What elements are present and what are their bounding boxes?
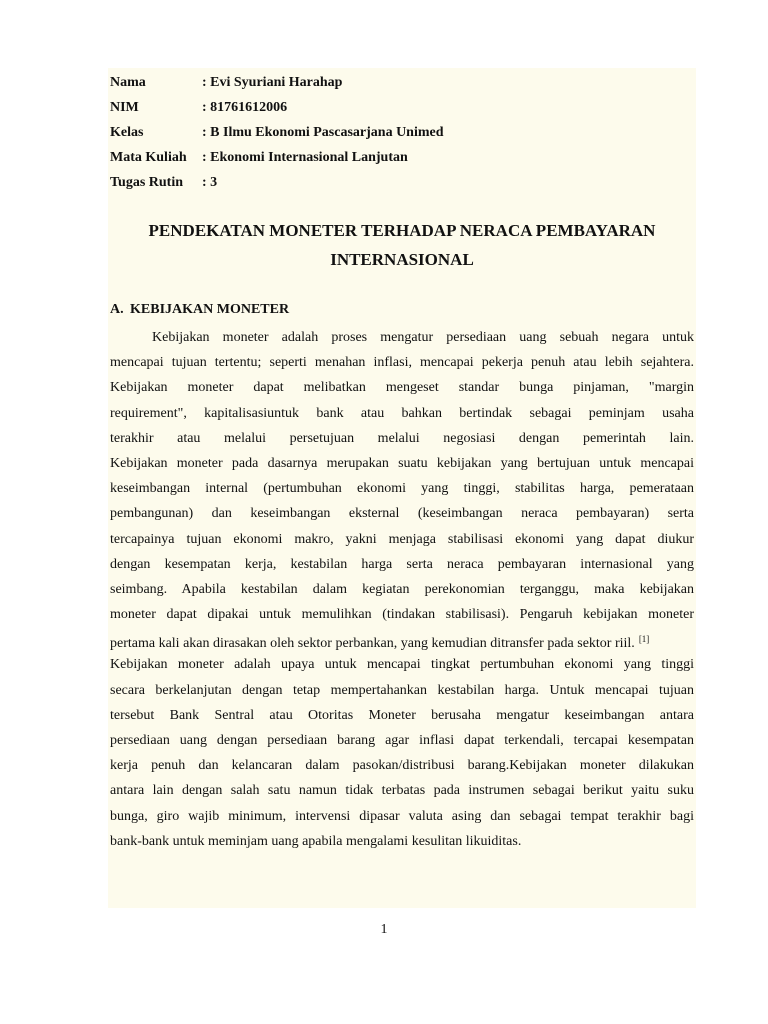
info-row-tugas-rutin xyxy=(110,170,670,195)
body-line: secara berkelanjutan dengan tetap mempertahankan kestabilan harga. Untuk mencapai tujuan xyxy=(110,682,694,698)
document-page xyxy=(108,68,696,908)
section-number: A. xyxy=(110,302,124,317)
body-line: Kebijakan moneter adalah proses mengatur persediaan uang sebuah negara untuk xyxy=(152,330,694,345)
info-label: NIM xyxy=(110,99,139,115)
body-paragraph xyxy=(110,325,694,854)
body-line: tersebut Bank Sentral atau Otoritas Moneter berusaha mengatur keseimbangan antara xyxy=(110,707,694,723)
body-line: mencapai tujuan tertentu; seperti menahan inflasi, mencapai pekerja penuh atau lebih sejahtera. xyxy=(110,355,694,371)
page-number: 1 xyxy=(380,922,388,937)
student-info-table xyxy=(110,70,670,195)
body-line: tercapainya tujuan ekonomi makro, yakni menjaga stabilisasi ekonomi yang dapat diukur xyxy=(110,531,694,547)
document-title xyxy=(108,216,696,274)
body-line: antara lain dengan salah satu namun tidak terbatas pada instrumen sebagai berikut yaitu suku xyxy=(110,783,694,799)
body-line: pembangunan) dan keseimbangan eksternal (keseimbangan neraca pembayaran) serta xyxy=(110,506,694,522)
title-line-1: PENDEKATAN MONETER TERHADAP NERACA PEMBAYARAN xyxy=(148,221,656,240)
section-title: KEBIJAKAN MONETER xyxy=(130,302,290,317)
body-line: bank-bank untuk meminjam uang apabila mengalami kesulitan likuiditas. xyxy=(110,833,522,849)
info-row-kelas xyxy=(110,120,670,145)
body-line: terakhir atau melalui persetujuan melalui negosiasi dengan pemerintah lain. xyxy=(110,430,694,446)
info-label: Mata Kuliah xyxy=(110,149,187,165)
body-line: seimbang. Apabila kestabilan dalam kegiatan perekonomian terganggu, maka kebijakan xyxy=(110,581,694,597)
body-line-text: pertama kali akan dirasakan oleh sektor perbankan, yang kemudian ditransfer pada sektor riil. xyxy=(110,636,635,652)
body-line: requirement", kapitalisasiuntuk bank atau bahkan bertindak sebagai peminjam usaha xyxy=(110,405,694,421)
body-line: Kebijakan moneter dapat melibatkan mengeset standar bunga pinjaman, "margin xyxy=(110,380,694,396)
info-row-nim xyxy=(110,95,670,120)
body-line: bunga, giro wajib minimum, intervensi dipasar valuta asing dan sebagai tempat terakhir bagi xyxy=(110,808,694,824)
body-line-with-footnote xyxy=(110,627,694,652)
body-line: Kebijakan moneter adalah upaya untuk mencapai tingkat pertumbuhan ekonomi yang tinggi xyxy=(110,657,694,673)
info-value: : B Ilmu Ekonomi Pascasarjana Unimed xyxy=(202,124,444,140)
info-value: : 81761612006 xyxy=(202,99,288,115)
body-line: Kebijakan moneter pada dasarnya merupakan suatu kebijakan yang bertujuan untuk mencapai xyxy=(110,455,694,471)
info-label: Nama xyxy=(110,74,146,90)
info-row-nama xyxy=(110,70,670,95)
section-heading xyxy=(110,300,289,320)
info-value: : 3 xyxy=(202,174,218,190)
body-line: kerja penuh dan kelancaran dalam pasokan/distribusi barang.Kebijakan moneter dilakukan xyxy=(110,758,694,774)
body-line: moneter dapat dipakai untuk memulihkan (tindakan stabilisasi). Pengaruh kebijakan moneter xyxy=(110,607,694,623)
footnote-reference[interactable]: [1] xyxy=(638,634,650,645)
info-label: Tugas Rutin xyxy=(110,174,184,190)
body-line: keseimbangan internal (pertumbuhan ekonomi yang tinggi, stabilitas harga, pemerataan xyxy=(110,481,694,497)
info-row-mata-kuliah xyxy=(110,145,670,170)
info-value: : Evi Syuriani Harahap xyxy=(202,74,343,90)
info-label: Kelas xyxy=(110,124,144,140)
body-line: dengan kesempatan kerja, kestabilan harga serta neraca pembayaran internasional yang xyxy=(110,556,694,572)
body-line: persediaan uang dengan persediaan barang agar inflasi dapat terkendali, tercapai kesempatan xyxy=(110,733,694,748)
title-line-2: INTERNASIONAL xyxy=(330,250,474,269)
info-value: : Ekonomi Internasional Lanjutan xyxy=(202,149,408,165)
